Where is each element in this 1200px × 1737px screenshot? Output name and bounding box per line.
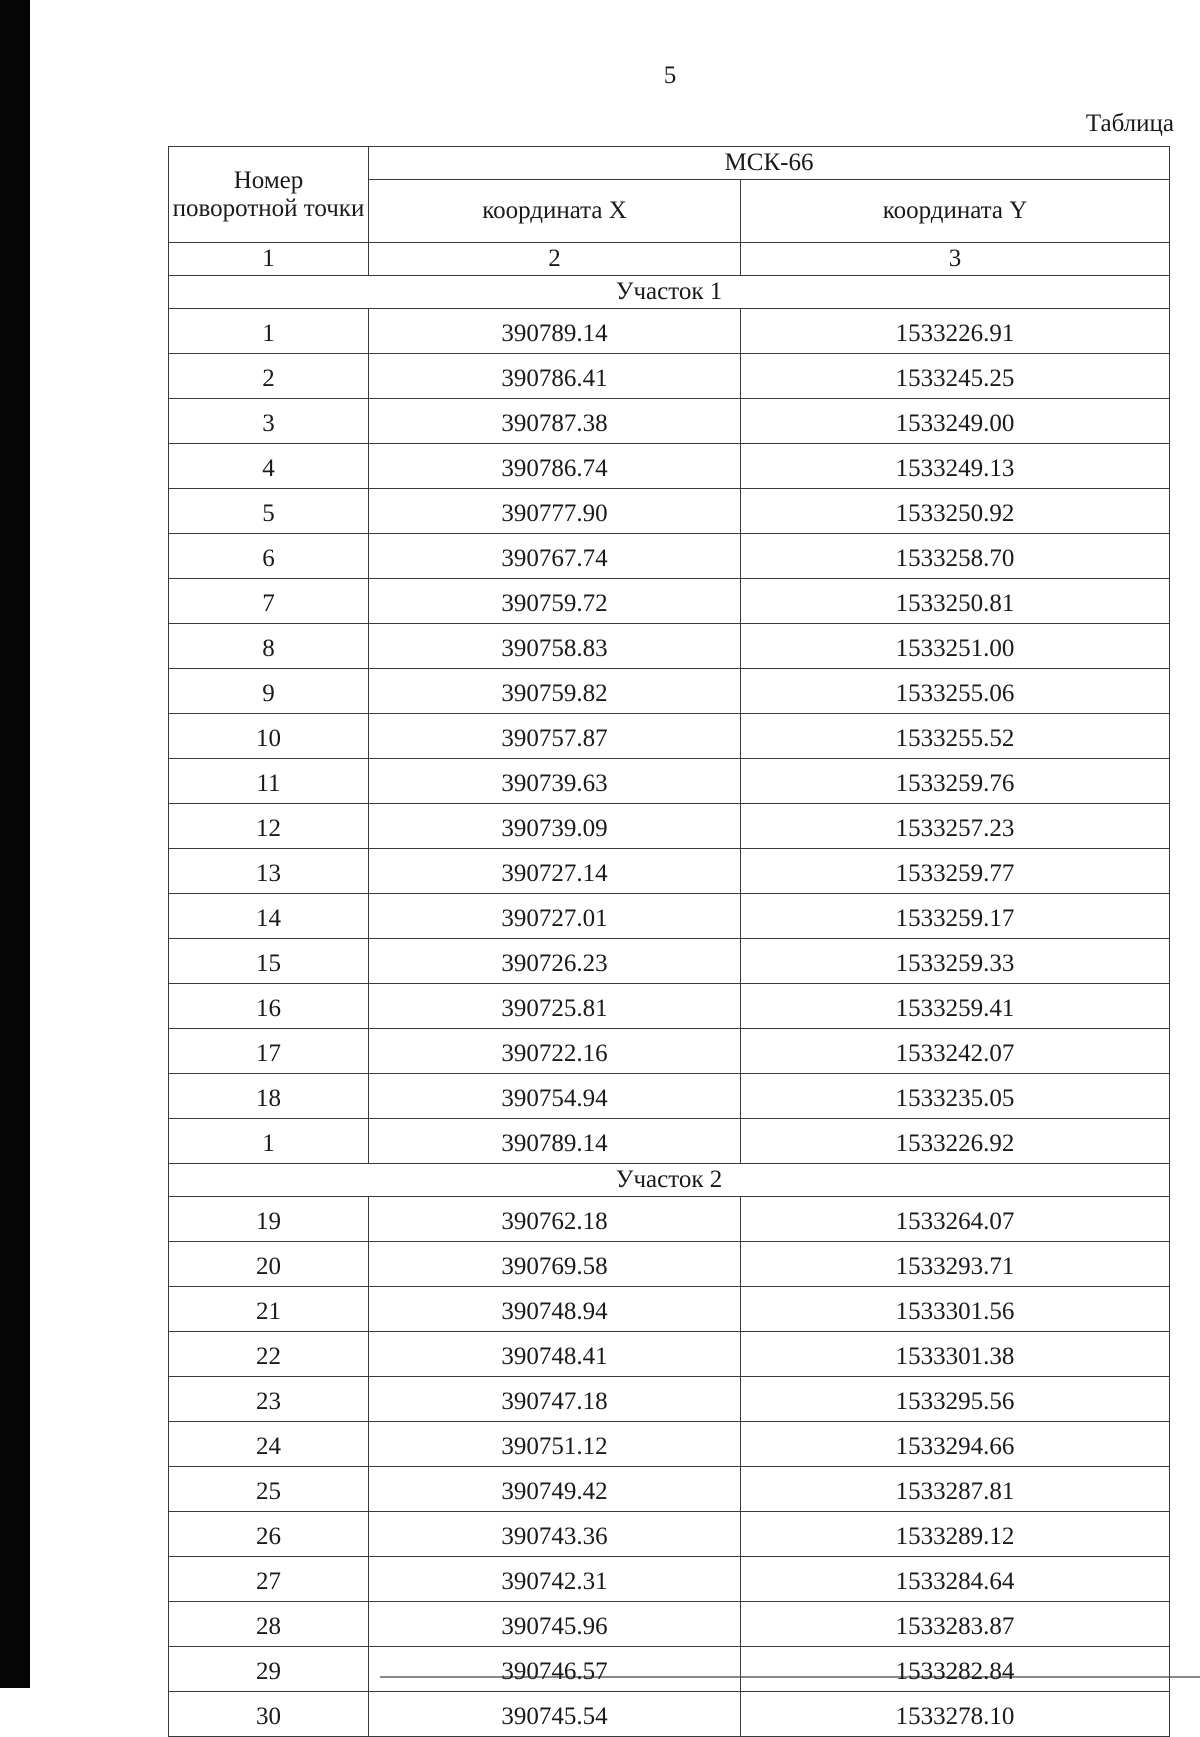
table-row (169, 804, 1170, 849)
x-coordinate-cell: 390745.96 (369, 1602, 741, 1647)
table-row (169, 1242, 1170, 1287)
x-coordinate-cell: 390762.18 (369, 1197, 741, 1242)
point-number-cell: 15 (169, 939, 369, 984)
section-row (169, 1164, 1170, 1197)
table-row (169, 1119, 1170, 1164)
x-coordinate-cell: 390722.16 (369, 1029, 741, 1074)
table-row (169, 579, 1170, 624)
y-coordinate-cell: 1533255.06 (741, 669, 1170, 714)
table-row (169, 984, 1170, 1029)
y-coordinate-cell: 1533294.66 (741, 1422, 1170, 1467)
page-number: 5 (663, 62, 677, 89)
coordinates-table (168, 146, 1170, 1737)
y-coordinate-cell: 1533259.33 (741, 939, 1170, 984)
y-coordinate-cell: 1533282.84 (741, 1647, 1170, 1692)
y-coordinate-cell: 1533284.64 (741, 1557, 1170, 1602)
table-row (169, 1512, 1170, 1557)
x-coordinate-cell: 390745.54 (369, 1692, 741, 1737)
point-number-cell: 21 (169, 1287, 369, 1332)
y-coordinate-cell: 1533283.87 (741, 1602, 1170, 1647)
table-row (169, 1422, 1170, 1467)
table-row (169, 1692, 1170, 1737)
x-coordinate-cell: 390748.41 (369, 1332, 741, 1377)
point-number-cell: 7 (169, 579, 369, 624)
column-number-1: 1 (169, 243, 369, 276)
point-number-cell: 22 (169, 1332, 369, 1377)
x-coordinate-cell: 390789.14 (369, 1119, 741, 1164)
x-coordinate-cell: 390787.38 (369, 399, 741, 444)
section-title: Участок 1 (169, 276, 1170, 309)
y-coordinate-cell: 1533251.00 (741, 624, 1170, 669)
point-number-cell: 1 (169, 1119, 369, 1164)
point-number-cell: 28 (169, 1602, 369, 1647)
table-row (169, 894, 1170, 939)
table-row (169, 309, 1170, 354)
table-row (169, 1287, 1170, 1332)
y-coordinate-cell: 1533301.56 (741, 1287, 1170, 1332)
y-coordinate-cell: 1533258.70 (741, 534, 1170, 579)
x-coordinate-cell: 390767.74 (369, 534, 741, 579)
x-coordinate-cell: 390759.82 (369, 669, 741, 714)
x-coordinate-cell: 390786.41 (369, 354, 741, 399)
y-coordinate-cell: 1533259.76 (741, 759, 1170, 804)
y-coordinate-cell: 1533257.23 (741, 804, 1170, 849)
x-coordinate-cell: 390754.94 (369, 1074, 741, 1119)
point-number-cell: 17 (169, 1029, 369, 1074)
header-coordinate-system: МСК-66 (369, 147, 1170, 180)
y-coordinate-cell: 1533245.25 (741, 354, 1170, 399)
table-row (169, 849, 1170, 894)
point-number-cell: 27 (169, 1557, 369, 1602)
point-number-cell: 19 (169, 1197, 369, 1242)
point-number-cell: 30 (169, 1692, 369, 1737)
point-number-cell: 26 (169, 1512, 369, 1557)
y-coordinate-cell: 1533301.38 (741, 1332, 1170, 1377)
table-row (169, 1332, 1170, 1377)
y-coordinate-cell: 1533249.00 (741, 399, 1170, 444)
section-title: Участок 2 (169, 1164, 1170, 1197)
point-number-cell: 20 (169, 1242, 369, 1287)
table-row (169, 444, 1170, 489)
x-coordinate-cell: 390789.14 (369, 309, 741, 354)
header-y-coordinate: координата Y (741, 180, 1170, 243)
y-coordinate-cell: 1533259.17 (741, 894, 1170, 939)
x-coordinate-cell: 390726.23 (369, 939, 741, 984)
x-coordinate-cell: 390777.90 (369, 489, 741, 534)
section-row (169, 276, 1170, 309)
point-number-cell: 11 (169, 759, 369, 804)
table-row (169, 1557, 1170, 1602)
table-row (169, 489, 1170, 534)
table-row (169, 354, 1170, 399)
column-number-3: 3 (741, 243, 1170, 276)
x-coordinate-cell: 390747.18 (369, 1377, 741, 1422)
point-number-cell: 12 (169, 804, 369, 849)
y-coordinate-cell: 1533226.91 (741, 309, 1170, 354)
table-row (169, 399, 1170, 444)
header-x-coordinate: координата X (369, 180, 741, 243)
table-caption: Таблица (1085, 110, 1174, 137)
point-number-cell: 10 (169, 714, 369, 759)
y-coordinate-cell: 1533278.10 (741, 1692, 1170, 1737)
point-number-cell: 2 (169, 354, 369, 399)
table-row (169, 669, 1170, 714)
x-coordinate-cell: 390749.42 (369, 1467, 741, 1512)
x-coordinate-cell: 390742.31 (369, 1557, 741, 1602)
point-number-cell: 4 (169, 444, 369, 489)
y-coordinate-cell: 1533250.81 (741, 579, 1170, 624)
y-coordinate-cell: 1533293.71 (741, 1242, 1170, 1287)
y-coordinate-cell: 1533235.05 (741, 1074, 1170, 1119)
x-coordinate-cell: 390751.12 (369, 1422, 741, 1467)
y-coordinate-cell: 1533259.41 (741, 984, 1170, 1029)
y-coordinate-cell: 1533295.56 (741, 1377, 1170, 1422)
table-row (169, 714, 1170, 759)
y-coordinate-cell: 1533250.92 (741, 489, 1170, 534)
point-number-cell: 8 (169, 624, 369, 669)
table-row (169, 939, 1170, 984)
table-row (169, 534, 1170, 579)
table-row (169, 1029, 1170, 1074)
y-coordinate-cell: 1533242.07 (741, 1029, 1170, 1074)
table-row (169, 1467, 1170, 1512)
x-coordinate-cell: 390769.58 (369, 1242, 741, 1287)
x-coordinate-cell: 390758.83 (369, 624, 741, 669)
point-number-cell: 14 (169, 894, 369, 939)
table-row (169, 1647, 1170, 1692)
column-number-2: 2 (369, 243, 741, 276)
point-number-cell: 24 (169, 1422, 369, 1467)
y-coordinate-cell: 1533249.13 (741, 444, 1170, 489)
table-row (169, 624, 1170, 669)
table-row (169, 1197, 1170, 1242)
point-number-cell: 29 (169, 1647, 369, 1692)
point-number-cell: 6 (169, 534, 369, 579)
y-coordinate-cell: 1533264.07 (741, 1197, 1170, 1242)
point-number-cell: 5 (169, 489, 369, 534)
point-number-cell: 18 (169, 1074, 369, 1119)
table-row (169, 1602, 1170, 1647)
x-coordinate-cell: 390748.94 (369, 1287, 741, 1332)
table-row (169, 759, 1170, 804)
point-number-cell: 23 (169, 1377, 369, 1422)
table-row (169, 1074, 1170, 1119)
x-coordinate-cell: 390727.14 (369, 849, 741, 894)
point-number-cell: 1 (169, 309, 369, 354)
point-number-cell: 9 (169, 669, 369, 714)
x-coordinate-cell: 390759.72 (369, 579, 741, 624)
table-row (169, 1377, 1170, 1422)
scan-edge-left (0, 0, 30, 1688)
point-number-cell: 25 (169, 1467, 369, 1512)
y-coordinate-cell: 1533255.52 (741, 714, 1170, 759)
y-coordinate-cell: 1533287.81 (741, 1467, 1170, 1512)
header-point-number: Номер поворотной точки (169, 147, 369, 243)
x-coordinate-cell: 390786.74 (369, 444, 741, 489)
x-coordinate-cell: 390727.01 (369, 894, 741, 939)
x-coordinate-cell: 390725.81 (369, 984, 741, 1029)
x-coordinate-cell: 390746.57 (369, 1647, 741, 1692)
y-coordinate-cell: 1533289.12 (741, 1512, 1170, 1557)
point-number-cell: 3 (169, 399, 369, 444)
x-coordinate-cell: 390739.09 (369, 804, 741, 849)
y-coordinate-cell: 1533226.92 (741, 1119, 1170, 1164)
point-number-cell: 13 (169, 849, 369, 894)
x-coordinate-cell: 390757.87 (369, 714, 741, 759)
x-coordinate-cell: 390743.36 (369, 1512, 741, 1557)
point-number-cell: 16 (169, 984, 369, 1029)
y-coordinate-cell: 1533259.77 (741, 849, 1170, 894)
x-coordinate-cell: 390739.63 (369, 759, 741, 804)
